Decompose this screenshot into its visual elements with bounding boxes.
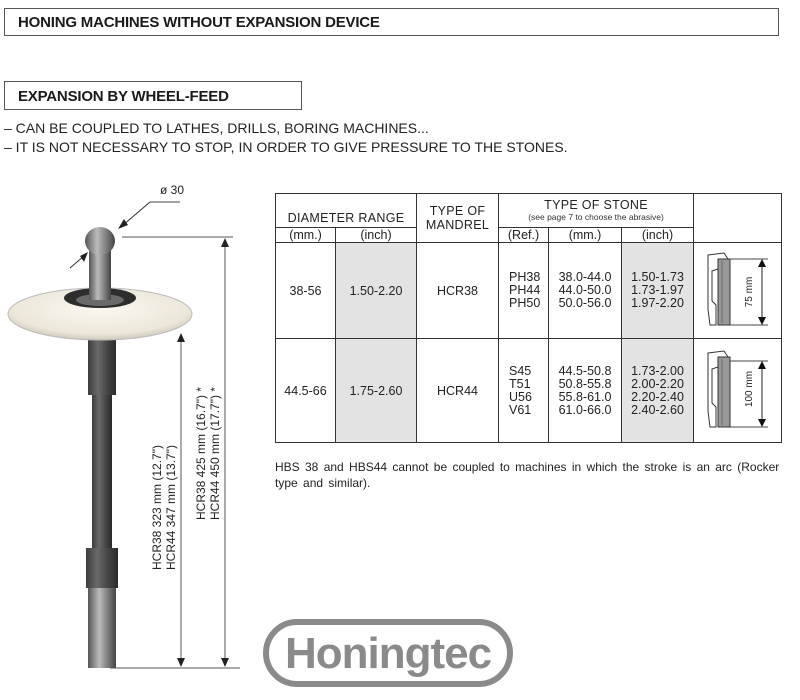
stone-inch-item: 2.40-2.60 (631, 402, 684, 417)
ref-item: U56 (509, 389, 532, 404)
stone-mm-item: 55.8-61.0 (558, 389, 612, 404)
ref-item: PH44 (509, 283, 541, 297)
cell-refs (499, 339, 549, 443)
specification-table (275, 193, 782, 443)
subheader-inch: (inch) (336, 228, 417, 243)
stone-inch-item: 2.20-2.40 (631, 389, 684, 404)
ref-item: S45 (509, 363, 532, 378)
dimension-label-short (150, 445, 178, 570)
honingtec-logo (262, 618, 514, 688)
header-type-of-mandrel (417, 194, 499, 243)
header-type-of-stone (499, 194, 694, 228)
feature-item: – IT IS NOT NECESSARY TO STOP, IN ORDER TO GIVE PRESSURE TO THE STONES. (4, 139, 568, 155)
table-row (276, 339, 782, 443)
ref-item: T51 (509, 376, 531, 391)
dimension-hcr44-long: HCR44 450 mm (17.7") * (208, 387, 222, 520)
cell-mandrel: HCR38 (417, 243, 499, 339)
stone-inch-item: 2.00-2.20 (631, 376, 684, 391)
dimension-hcr38-long: HCR38 425 mm (16.7") * (194, 387, 208, 520)
section-title: HONING MACHINES WITHOUT EXPANSION DEVICE (18, 14, 380, 31)
stone-inch-item: 1.97-2.20 (631, 296, 684, 310)
cell-stone-mm (549, 339, 622, 443)
header-diameter-range: DIAMETER RANGE (276, 194, 417, 228)
cell-diameter-mm: 38-56 (276, 243, 336, 339)
ref-item: PH38 (509, 270, 541, 284)
stone-mm-item: 50.0-56.0 (558, 296, 612, 310)
header-empty (694, 194, 782, 243)
dimension-hcr44-short: HCR44 347 mm (13.7") (164, 445, 178, 570)
diameter-label: ø 30 (160, 183, 185, 197)
logo-text: Honingtec (284, 629, 492, 678)
header-stone-title: TYPE OF STONE (544, 197, 648, 212)
cell-diameter-inch: 1.75-2.60 (336, 339, 417, 443)
ref-item: PH50 (509, 296, 541, 310)
stone-length-label: 100 mm (743, 370, 755, 408)
section-title-box (4, 8, 779, 36)
subsection-title: EXPANSION BY WHEEL-FEED (18, 88, 229, 105)
stone-mm-item: 44.5-50.8 (558, 363, 612, 378)
header-mandrel-text: TYPE OF MANDREL (425, 204, 490, 232)
cell-stone-illustration (694, 339, 782, 443)
stone-inch-item: 1.73-1.97 (631, 283, 684, 297)
cell-mandrel: HCR44 (417, 339, 499, 443)
stone-length-label: 75 mm (743, 276, 755, 308)
stone-mm-item: 44.0-50.0 (558, 283, 612, 297)
subheader-mm: (mm.) (276, 228, 336, 243)
feature-item: – CAN BE COUPLED TO LATHES, DRILLS, BORING MACHINES... (4, 120, 429, 136)
cell-refs (499, 243, 549, 339)
cell-diameter-inch: 1.50-2.20 (336, 243, 417, 339)
stone-inch-item: 1.50-1.73 (631, 270, 684, 284)
cell-diameter-mm: 44.5-66 (276, 339, 336, 443)
honing-stone-icon (698, 249, 778, 329)
ref-item: V61 (509, 402, 532, 417)
honing-stone-icon (698, 347, 778, 431)
subheader-stone-inch: (inch) (622, 228, 694, 243)
subheader-stone-mm: (mm.) (549, 228, 622, 243)
stone-mm-item: 50.8-55.8 (558, 376, 612, 391)
subheader-ref: (Ref.) (499, 228, 549, 243)
cell-stone-inch (622, 243, 694, 339)
dimension-hcr38-short: HCR38 323 mm (12.7") (150, 445, 164, 570)
feature-list (4, 119, 568, 157)
cell-stone-illustration (694, 243, 782, 339)
table-row (276, 243, 782, 339)
subsection-title-box (4, 81, 302, 110)
compatibility-note: HBS 38 and HBS44 cannot be coupled to machines in which the stroke is an arc (Rocker type and similar). (275, 460, 780, 490)
stone-inch-item: 1.73-2.00 (631, 363, 684, 378)
cell-stone-inch (622, 339, 694, 443)
stone-mm-item: 61.0-66.0 (558, 402, 612, 417)
stone-mm-item: 38.0-44.0 (558, 270, 612, 284)
dimension-label-long (194, 387, 222, 520)
cell-stone-mm (549, 243, 622, 339)
header-stone-note: (see page 7 to choose the abrasive) (528, 211, 664, 222)
